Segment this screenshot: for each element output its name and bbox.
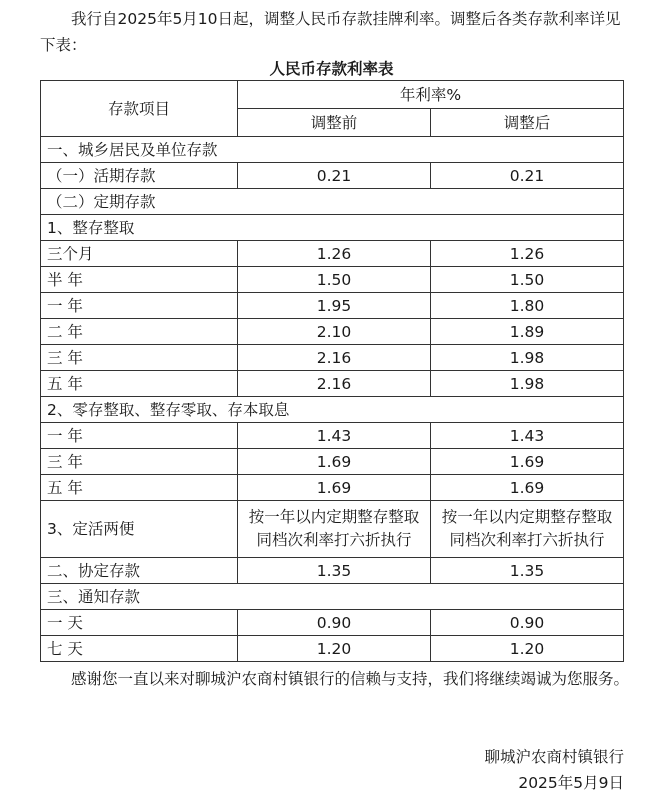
table-title: 人民币存款利率表 xyxy=(269,60,394,78)
rate-table xyxy=(40,80,624,662)
table-row xyxy=(41,397,624,423)
table-row xyxy=(41,189,624,215)
rate-before: 按一年以内定期整存整取同档次利率打六折执行 xyxy=(238,501,431,558)
thanks-paragraph: 感谢您一直以来对聊城沪农商村镇银行的信赖与支持，我们将继续竭诚为您服务。 xyxy=(71,670,630,688)
section-label: （二）定期存款 xyxy=(41,189,624,215)
row-label: 二、协定存款 xyxy=(41,558,238,584)
rate-before: 1.43 xyxy=(238,423,431,449)
rate-after: 1.98 xyxy=(431,345,624,371)
row-label: 一 天 xyxy=(41,610,238,636)
rate-after: 1.89 xyxy=(431,319,624,345)
table-row xyxy=(41,137,624,163)
header-annual-rate: 年利率% xyxy=(238,81,624,109)
table-row xyxy=(41,558,624,584)
rate-after: 1.43 xyxy=(431,423,624,449)
table-row xyxy=(41,267,624,293)
row-label: 五 年 xyxy=(41,371,238,397)
row-label: 三 年 xyxy=(41,449,238,475)
header-after: 调整后 xyxy=(431,109,624,137)
table-row xyxy=(41,345,624,371)
row-label: 一 年 xyxy=(41,423,238,449)
rate-before: 1.20 xyxy=(238,636,431,662)
table-row xyxy=(41,610,624,636)
row-label: 七 天 xyxy=(41,636,238,662)
row-label: （一）活期存款 xyxy=(41,163,238,189)
rate-before: 0.90 xyxy=(238,610,431,636)
table-header-row xyxy=(41,81,624,109)
section-label: 2、零存整取、整存零取、存本取息 xyxy=(41,397,624,423)
rate-before: 1.95 xyxy=(238,293,431,319)
table-row xyxy=(41,501,624,558)
intro-paragraph: 我行自2025年5月10日起，调整人民币存款挂牌利率。调整后各类存款利率详见下表： xyxy=(40,10,621,54)
rate-after: 1.69 xyxy=(431,475,624,501)
rate-before: 1.35 xyxy=(238,558,431,584)
table-row xyxy=(41,584,624,610)
rate-after: 0.21 xyxy=(431,163,624,189)
row-label: 二 年 xyxy=(41,319,238,345)
rate-before: 0.21 xyxy=(238,163,431,189)
signature-block xyxy=(484,744,624,796)
rate-after: 1.50 xyxy=(431,267,624,293)
row-label: 三 年 xyxy=(41,345,238,371)
rate-before: 2.16 xyxy=(238,371,431,397)
row-label: 3、定活两便 xyxy=(41,501,238,558)
table-row xyxy=(41,293,624,319)
section-label: 一、城乡居民及单位存款 xyxy=(41,137,624,163)
rate-before: 1.69 xyxy=(238,449,431,475)
table-row xyxy=(41,423,624,449)
row-label: 半 年 xyxy=(41,267,238,293)
header-item: 存款项目 xyxy=(41,81,238,137)
rate-after: 1.98 xyxy=(431,371,624,397)
rate-after: 按一年以内定期整存整取同档次利率打六折执行 xyxy=(431,501,624,558)
rate-after: 1.35 xyxy=(431,558,624,584)
row-label: 五 年 xyxy=(41,475,238,501)
table-row xyxy=(41,241,624,267)
rate-before: 1.50 xyxy=(238,267,431,293)
table-row xyxy=(41,163,624,189)
table-row xyxy=(41,636,624,662)
rate-after: 1.26 xyxy=(431,241,624,267)
table-row xyxy=(41,475,624,501)
table-row xyxy=(41,371,624,397)
row-label: 三个月 xyxy=(41,241,238,267)
rate-before: 2.16 xyxy=(238,345,431,371)
notice-date: 2025年5月9日 xyxy=(518,774,624,792)
rate-after: 1.20 xyxy=(431,636,624,662)
section-label: 三、通知存款 xyxy=(41,584,624,610)
row-label: 一 年 xyxy=(41,293,238,319)
rate-after: 1.69 xyxy=(431,449,624,475)
section-label: 1、整存整取 xyxy=(41,215,624,241)
table-row xyxy=(41,449,624,475)
rate-after: 0.90 xyxy=(431,610,624,636)
table-row xyxy=(41,319,624,345)
rate-before: 1.69 xyxy=(238,475,431,501)
table-row xyxy=(41,215,624,241)
header-before: 调整前 xyxy=(238,109,431,137)
rate-before: 1.26 xyxy=(238,241,431,267)
rate-after: 1.80 xyxy=(431,293,624,319)
rate-before: 2.10 xyxy=(238,319,431,345)
bank-name: 聊城沪农商村镇银行 xyxy=(484,748,624,766)
